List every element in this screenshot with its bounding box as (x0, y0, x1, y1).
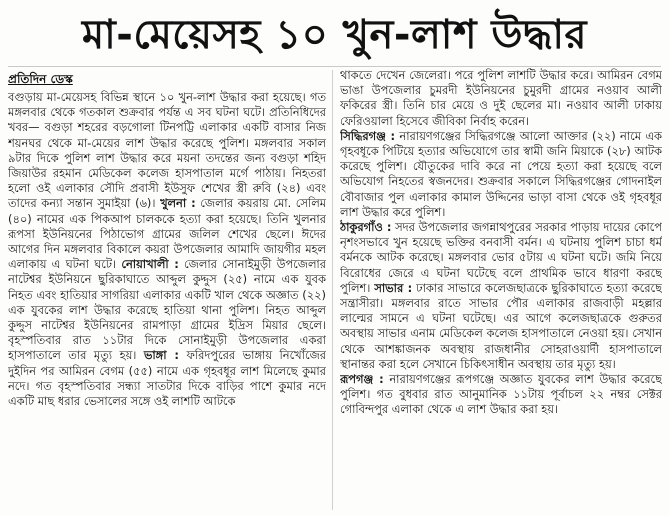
byline: প্রতিদিন ডেস্ক (8, 72, 73, 86)
column-divider (332, 70, 333, 510)
paragraph (340, 129, 662, 220)
paragraph (340, 372, 662, 418)
paragraph-text: বগুড়ায় মা-মেয়েসহ বিভিন্ন স্থানে ১০ খুন-লাশ উদ্ধার করা হয়েছে। গত মঙ্গলবার থেকে গতকাল শুক্রবার পর্যন্ত এ সব ঘটনা ঘটে। প্রতিনিধিদের খবর— বগুড়া শহরের বড়গোলা টিনপট্টি এলাকার একটি বাসার নিজ শয়নঘর থেকে মা-মেয়ের লাশ উদ্ধার করেছে পুলিশ। মঙ্গলবার সকাল ৯টার দিকে পুলিশ লাশ উদ্ধার করে ময়না তদন্তের জন্য বগুড়া শহিদ জিয়াউর রহমান মেডিকেল কলেজ হাসপাতাল মর্গে পাঠায়। নিহতরা হলো ওই এলাকার সৌদি প্রবাসী ইউসুফ শেখের স্ত্রী রুবি (২৪) এবং তাদের কন্যা সন্তান সুমাইয়া (৬)। (8, 90, 326, 211)
paragraph-text: নারায়ণগঞ্জের সিদ্ধিরগঞ্জে আলো আক্তার (২২) নামে এক গৃহবধূকে পিটিয়ে হত্যার অভিযোগে তার স্বামী জনি মিয়াকে (২৮) আটক করেছে পুলিশ। যৌতুকের দাবি করে না পেয়ে হত্যা করা হয়েছে বলে অভিযোগ নিহতের স্বজনদের। শুক্রবার সকালে সিদ্ধিরগঞ্জের গোদনাইল বৌবাজার পুল এলাকার কামাল উদ্দিনের ভাড়া বাসা থেকে ওই গৃহবধূর লাশ উদ্ধার করে পুলিশ। (340, 128, 662, 219)
place-label: ভাঙ্গা : (143, 348, 179, 363)
article-column-left (8, 90, 326, 510)
paragraph-text: ঢাকার সাভারে কলেজছাত্রকে ছুরিকাঘাতে হত্যা করেছে সন্ত্রাসীরা। মঙ্গলবার রাতে সাভার পৌর এলাকার রাজবাড়ী মহল্লার লাল্মের সামনে এ ঘটনা ঘটেছে। এর আগে কলেজছাত্রকে গুরুতর অবস্থায় সাভার এনাম মেডিকেল কলেজ হাসপাতালে নেওয়া হয়। সেখান থেকে আশঙ্কাজনক অবস্থায় রাজধানীর সোহরাওয়ার্দী হাসপাতালে স্থানান্তর করা হলে সেখানে চিকিৎসাধীন অবস্থায় তার মৃত্যু হয়। (340, 280, 662, 371)
place-label: রূপগঞ্জ : (340, 372, 384, 387)
headline-band (8, 4, 661, 67)
place-label: নোয়াখালী : (121, 257, 179, 272)
place-label: খুলনা : (160, 196, 196, 211)
paragraph (340, 68, 662, 129)
paragraph-text: জেলার সোনাইমুড়ী উপজেলার নাটেশ্বর ইউনিয়নে ছুরিকাঘাতে আব্দুল কুদ্দুস (২৫) নামে এক যুবক নিহত এবং হাতিয়ার সাগরিয়া এলাকার একটি খাল থেকে অজ্ঞাত (২২) এক যুবকের লাশ উদ্ধার করেছে হাতিয়া থানা পুলিশ। নিহত আব্দুল কুদ্দুস নাটেশ্বর ইউনিয়নের রামপাড়া গ্রামের ইদ্রিস মিয়ার ছেলে। বৃহস্পতিবার রাত ১১টার দিকে সোনাইমুড়ী উপজেলার একরা হাসপাতালে তার মৃত্যু হয়। (8, 257, 326, 363)
paragraph-text: সদর উপজেলার জগন্নাথপুরের সরকার পাড়ায় দায়ের কোপে নৃশংসভাবে খুন হয়েছে ভক্তির বনবাসী বর্মন। এ ঘটনায় পুলিশ চাচা ধর্ম বর্মনকে আটক করেছে। মঙ্গলবার ভোর ৫টায় এ ঘটনা ঘটে। জমি নিয়ে বিরোধের জেরে এ ঘটনা ঘটেছে বলে প্রাথমিক ভাবে ধারণা করছে পুলিশ। (340, 220, 662, 295)
paragraph-text: থাকতে দেখেন জেলেরা। পরে পুলিশ লাশটি উদ্ধার করে। আমিরন বেগম ভাঙা উপজেলার চুমরদী ইউনিয়নের চুমুরদী গ্রামের নওয়াব আলী ফকিরের স্ত্রী। তিনি চার মেয়ে ও দুই ছেলের মা। নওয়াব আলী ঢাকায় ফেরিওয়ালা হিসেবে জীবিকা নির্বাহ করেন। (340, 68, 662, 128)
headline: মা-মেয়েসহ ১০ খুন-লাশ উদ্ধার (81, 12, 588, 58)
paragraph-text: নারায়ণগঞ্জের রূপগঞ্জে অজ্ঞাত যুবকের লাশ উদ্ধার করেছে পুলিশ। গত বুধবার রাত আনুমানিক ১১টায় পূর্বাচল ২২ নম্বর সেক্টর গোবিন্দপুর এলাকা থেকে এ লাশ উদ্ধার করা হয়। (340, 372, 662, 417)
place-label: ঠাকুরগাঁও : (340, 220, 392, 235)
paragraph (8, 90, 326, 409)
place-label: সিদ্ধিরগঞ্জ : (340, 128, 396, 143)
article-column-right (340, 68, 662, 512)
paragraph-text: জেলার কয়রায় মো. সেলিম (৪০) নামের এক পিকআপ চালককে হত্যা করা হয়েছে। তিনি খুলনার রূপসা ইউনিয়নের পিঠাভোগ গ্রামের জলিল শেখের ছেলে। ঈদের আগের দিন মঙ্গলবার বিকালে কয়রা উপজেলার আমাদি জায়গীর মহল এলাকায় এ ঘটনা ঘটে। (8, 196, 326, 272)
paragraph (340, 220, 662, 372)
place-label: সাভার : (374, 280, 413, 295)
paragraph-text: ফরিদপুরের ভাঙ্গায় নিখোঁজের দুইদিন পর আমিরন বেগম (৫৫) নামে এক গৃহবধূর লাশ মিলেছে কুমার নদে। গত বৃহস্পতিবার সন্ধ্যা সাতটার দিকে বাড়ির পাশে কুমার নদে একটি মাছ ধরার ভেসালের সঙ্গে ওই লাশটি আটকে (8, 348, 326, 409)
